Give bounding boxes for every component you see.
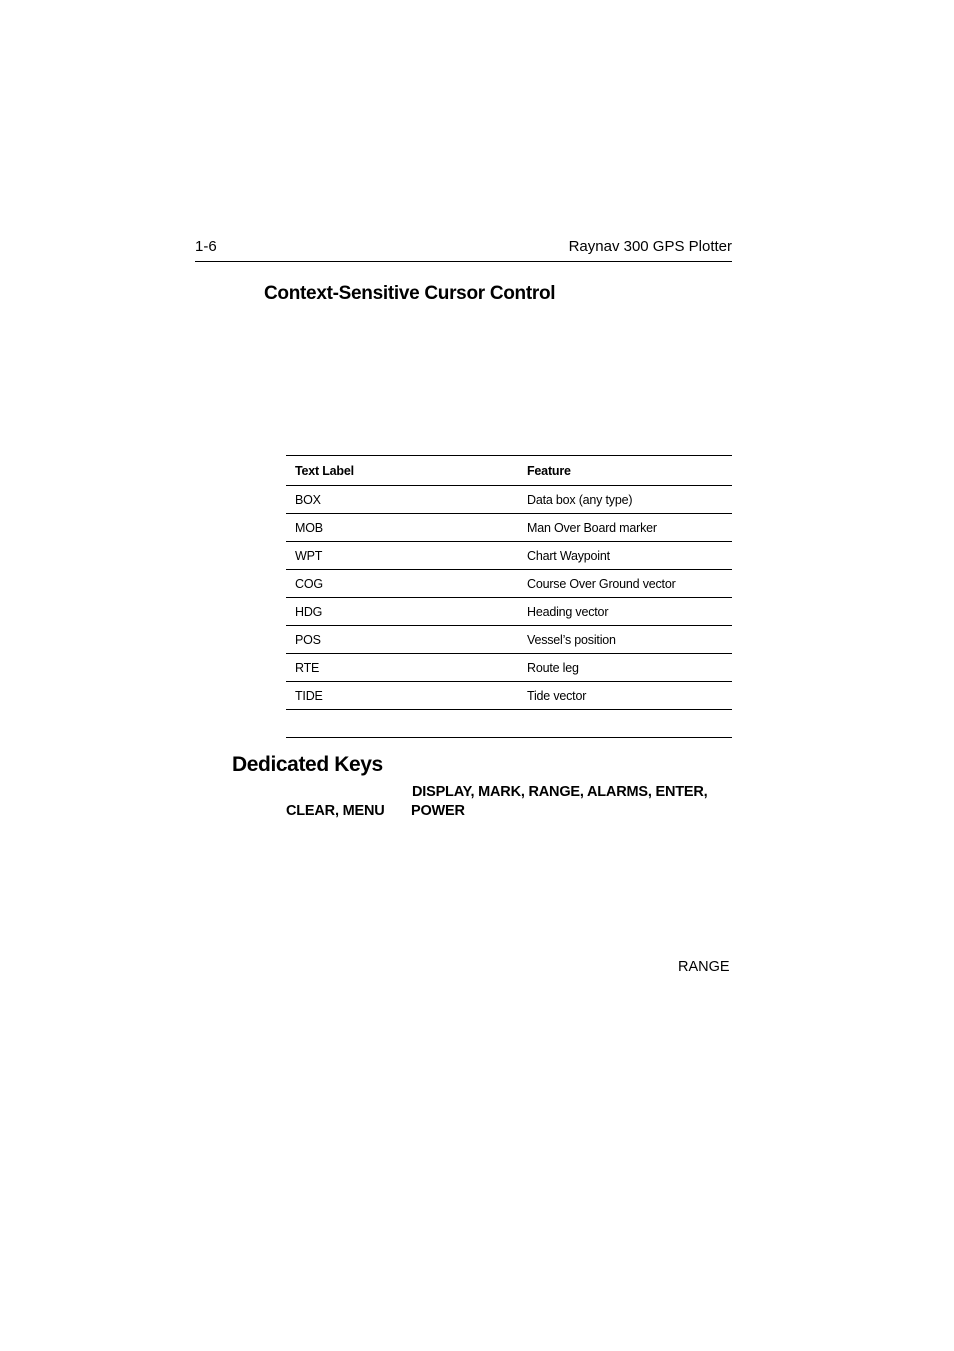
table-row (286, 598, 732, 626)
running-title: Raynav 300 GPS Plotter (568, 238, 732, 255)
header-rule (195, 261, 732, 262)
dedicated-keys-list-line-1: DISPLAY, MARK, RANGE, ALARMS, ENTER, (412, 784, 708, 800)
table-end-rule (286, 737, 732, 738)
table-row (286, 486, 732, 514)
column-header-feature: Feature (518, 456, 732, 486)
table-cell-label: WPT (286, 542, 518, 570)
column-header-text-label: Text Label (286, 456, 518, 486)
table-cell-feature: Man Over Board marker (518, 514, 732, 542)
table-row (286, 654, 732, 682)
table-row (286, 682, 732, 710)
table-cell-label: COG (286, 570, 518, 598)
table-cell-label: RTE (286, 654, 518, 682)
table-row (286, 570, 732, 598)
table-cell-feature: Data box (any type) (518, 486, 732, 514)
table-row (286, 514, 732, 542)
table-cell-feature: Course Over Ground vector (518, 570, 732, 598)
table-cell-feature: Vessel’s position (518, 626, 732, 654)
table-cell-label: POS (286, 626, 518, 654)
text-label-table (286, 455, 732, 710)
table-cell-feature: Tide vector (518, 682, 732, 710)
table-cell-label: BOX (286, 486, 518, 514)
table-cell-feature: Heading vector (518, 598, 732, 626)
table-header-row (286, 456, 732, 486)
section-heading-dedicated-keys: Dedicated Keys (232, 753, 383, 776)
dedicated-keys-list-line-2b: POWER (411, 803, 465, 819)
section-heading-cursor-control: Context-Sensitive Cursor Control (264, 283, 556, 304)
range-key-label: RANGE (678, 959, 730, 975)
table-cell-feature: Route leg (518, 654, 732, 682)
table-row (286, 626, 732, 654)
table-cell-label: TIDE (286, 682, 518, 710)
table-cell-feature: Chart Waypoint (518, 542, 732, 570)
dedicated-keys-list-line-2a: CLEAR, MENU (286, 803, 385, 819)
table-cell-label: HDG (286, 598, 518, 626)
table-row (286, 542, 732, 570)
table-cell-label: MOB (286, 514, 518, 542)
page-number: 1-6 (195, 238, 217, 255)
